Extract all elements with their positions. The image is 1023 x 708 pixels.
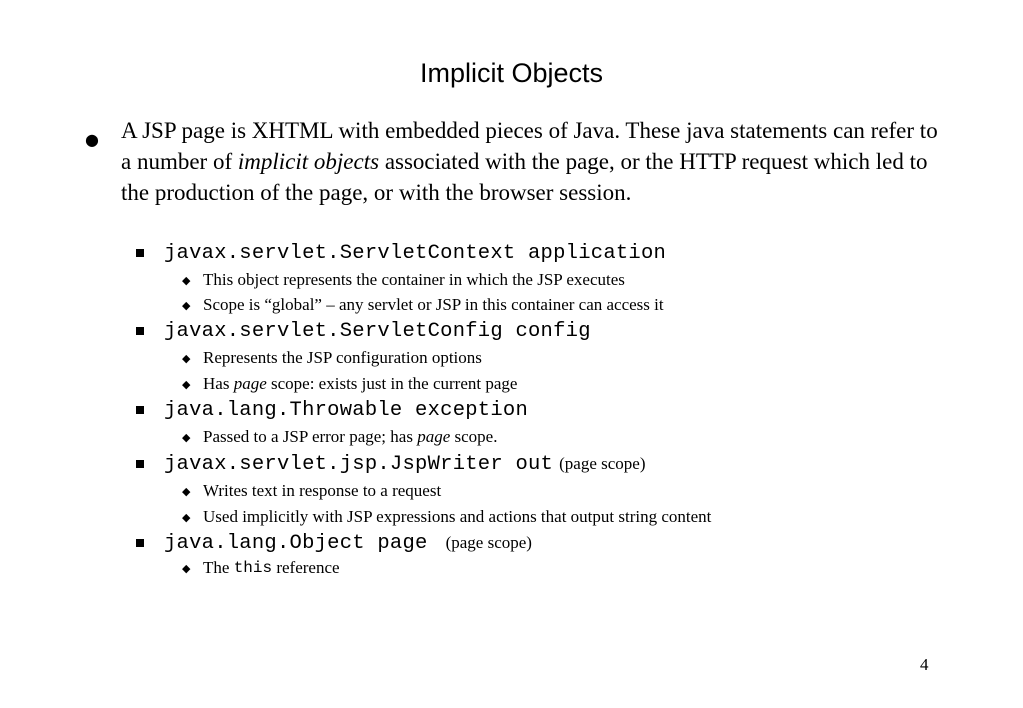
sub-item-text-after: scope. <box>450 427 498 446</box>
diamond-bullet-icon: ◆ <box>182 430 191 444</box>
diamond-bullet-icon: ◆ <box>182 377 191 391</box>
diamond-bullet-icon: ◆ <box>182 351 191 365</box>
object-item-exception <box>136 396 528 424</box>
object-item-application <box>136 239 666 267</box>
main-text-after: associated with the page, or the HTTP request which led to the production of the page, or with the browser session. <box>121 149 928 205</box>
sub-item <box>182 479 441 503</box>
scope-note: (page scope) <box>445 533 532 552</box>
slide-title: Implicit Objects <box>419 58 604 88</box>
object-code: javax.servlet.ServletConfig config <box>164 319 591 343</box>
sub-item-text-before: The <box>203 558 234 577</box>
sub-item-text: Writes text in response to a request <box>203 481 442 500</box>
diamond-bullet-icon: ◆ <box>182 298 191 312</box>
sub-item-italic: page <box>233 374 267 393</box>
page-number: 4 <box>920 655 929 674</box>
object-item-config <box>136 317 591 345</box>
sub-item-text: Used implicitly with JSP expressions and actions that output string content <box>203 507 712 526</box>
main-emphasis: implicit objects <box>237 149 380 174</box>
sub-item-text-after: reference <box>272 558 340 577</box>
scope-note: (page scope) <box>559 454 646 473</box>
object-code: java.lang.Object page <box>164 531 428 555</box>
diamond-bullet-icon: ◆ <box>182 510 191 524</box>
main-paragraph <box>121 115 941 208</box>
diamond-bullet-icon: ◆ <box>182 561 191 575</box>
sub-item-text-before: Passed to a JSP error page; has <box>203 427 418 446</box>
diamond-bullet-icon: ◆ <box>182 273 191 287</box>
object-code: javax.servlet.ServletContext application <box>164 241 667 265</box>
sub-item-text: Scope is “global” – any servlet or JSP in this container can access it <box>203 295 664 314</box>
square-bullet-icon <box>136 249 144 257</box>
sub-item <box>182 346 482 370</box>
sub-item <box>182 505 711 529</box>
sub-item-text-after: scope: exists just in the current page <box>266 374 518 393</box>
diamond-bullet-icon: ◆ <box>182 484 191 498</box>
bullet-dot-icon: ● <box>85 130 99 149</box>
sub-item-text-before: Has <box>203 374 234 393</box>
object-code: java.lang.Throwable exception <box>164 398 529 422</box>
object-item-page <box>136 529 532 557</box>
square-bullet-icon <box>136 539 144 547</box>
sub-item-code: this <box>233 559 273 577</box>
sub-item-italic: page <box>417 427 451 446</box>
sub-item <box>182 372 517 396</box>
square-bullet-icon <box>136 327 144 335</box>
sub-item <box>182 268 625 292</box>
object-code: javax.servlet.jsp.JspWriter out <box>164 452 554 476</box>
square-bullet-icon <box>136 460 144 468</box>
square-bullet-icon <box>136 406 144 414</box>
sub-item <box>182 556 340 580</box>
sub-item <box>182 293 664 317</box>
sub-item-text: This object represents the container in which the JSP executes <box>203 270 625 289</box>
sub-item <box>182 425 497 449</box>
main-text-before: A JSP page is XHTML with embedded pieces of Java. These java statements can refer to a number of <box>121 118 938 174</box>
sub-item-text: Represents the JSP configuration options <box>203 348 482 367</box>
object-item-out <box>136 450 646 478</box>
